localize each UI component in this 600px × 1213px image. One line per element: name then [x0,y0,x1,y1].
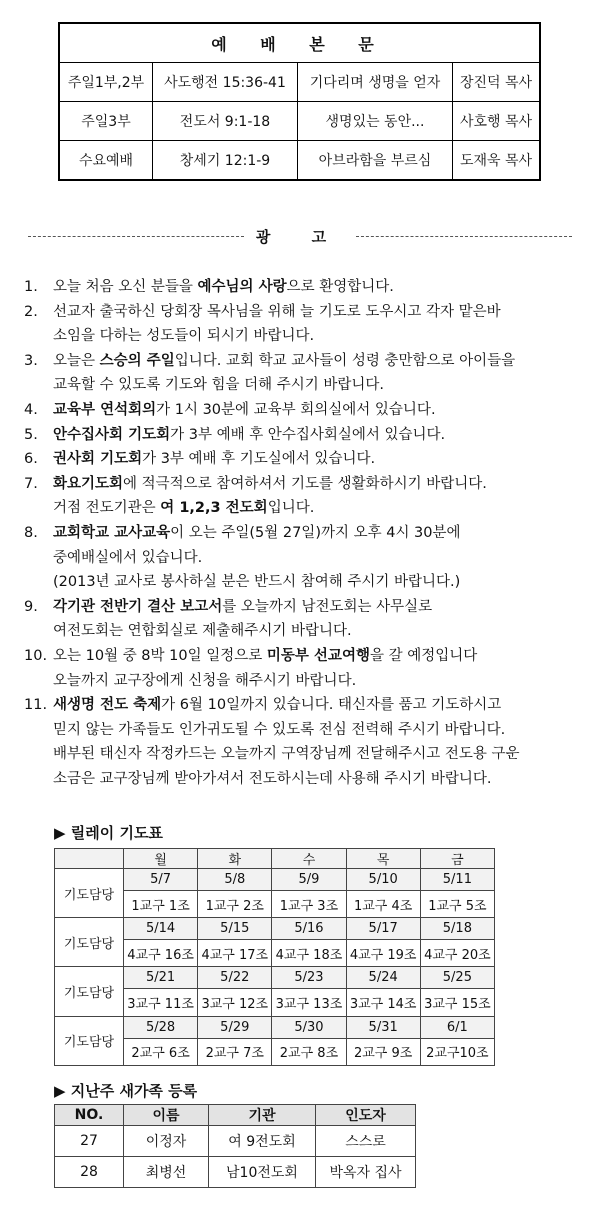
table-row [55,1016,495,1038]
prayer-side-label: 기도담당 [55,918,124,967]
notice-highlight: 각기관 전반기 결산 보고서 [53,598,223,615]
notice-segment: 가 6월 10일까지 있습니다. 태신자를 품고 기도하시고 [161,697,502,714]
notice-number: 10. [24,647,48,664]
notice-segment: 오늘까지 교구장에게 신청을 해주시기 바랍니다. [53,672,357,689]
group-cell: 3교구 11조 [124,989,198,1016]
day-header: 금 [420,849,494,869]
date-cell: 5/30 [272,1016,346,1038]
notice-text [53,427,445,443]
notice-segment: 가 1시 30분에 교육부 회의실에서 있습니다. [156,401,436,418]
notice-highlight: 화요기도회 [53,475,124,492]
day-header: 화 [198,849,272,869]
worship-service: 주일1부,2부 [59,63,153,102]
col-header-no: NO. [55,1105,124,1126]
ad-title: 광 고 [255,228,345,246]
table-row [55,1126,416,1157]
group-cell: 1교구 3조 [272,890,346,917]
notice-segment: 선교자 출국하신 당회장 목사님을 위해 늘 기도로 도우시고 각자 맡은바 [53,303,501,320]
notice-item [24,423,584,448]
notice-item [24,349,584,398]
date-cell: 5/25 [420,967,494,989]
group-cell: 3교구 13조 [272,989,346,1016]
notice-number: 3. [24,352,38,369]
notice-text [53,279,394,295]
worship-sermon: 기다리며 생명을 얻자 [298,63,453,102]
table-row [59,102,540,141]
group-cell: 3교구 15조 [420,989,494,1016]
day-header: 목 [346,849,420,869]
notice-item [24,693,584,791]
table-row [59,141,540,181]
table-header-row [55,1105,416,1126]
notice-number: 4. [24,401,38,418]
ad-header [28,226,572,246]
date-cell: 5/21 [124,967,198,989]
notice-highlight: 안수집사회 기도회 [53,426,171,443]
notice-item [24,300,584,349]
worship-table [58,22,541,181]
group-cell: 3교구 12조 [198,989,272,1016]
notice-item [24,595,584,644]
notice-item [24,521,584,595]
relay-title: ▶ 릴레이 기도표 [54,824,163,842]
date-cell: 5/10 [346,869,420,891]
notice-number: 7. [24,475,38,492]
notice-segment: 입니다. [267,500,315,517]
col-header-org: 기관 [209,1105,316,1126]
prayer-side-label: 기도담당 [55,967,124,1016]
date-cell: 5/9 [272,869,346,891]
notice-highlight: 권사회 기도회 [53,451,143,468]
table-row [59,63,540,102]
notice-item [24,275,584,300]
notice-segment: 거점 전도기관은 [53,500,161,517]
notice-highlight: 교회학교 교사교육 [53,524,171,541]
relay-prayer-table [54,848,495,1066]
notice-segment: 중예배실에서 있습니다. [53,549,203,566]
notice-segment: 입니다. 교회 학교 교사들이 성령 충만함으로 아이들을 [174,352,516,369]
table-header-row [55,849,495,869]
worship-service: 수요예배 [59,141,153,181]
notice-segment: (2013년 교사로 봉사하실 분은 반드시 참여해 주시기 바랍니다.) [53,574,461,591]
notice-text [53,525,461,590]
family-no: 28 [55,1157,124,1188]
worship-sermon: 생명있는 동안... [298,102,453,141]
notice-segment: 을 갈 예정입니다 [369,647,478,664]
notice-text [53,648,477,689]
divider [356,236,572,237]
notice-number: 8. [24,524,38,541]
notice-segment: 가 3부 예배 후 안수집사회실에서 있습니다. [170,426,446,443]
notice-text [53,353,515,394]
family-org: 여 9전도회 [209,1126,316,1157]
day-header: 수 [272,849,346,869]
notice-item [24,398,584,423]
family-guide: 박옥자 집사 [316,1157,416,1188]
notice-segment: 오늘은 [53,352,100,369]
col-header-guide: 인도자 [316,1105,416,1126]
prayer-side-label: 기도담당 [55,869,124,918]
group-cell: 4교구 18조 [272,940,346,967]
notice-number: 6. [24,451,38,468]
notice-text [53,402,436,418]
table-row [55,967,495,989]
group-cell: 1교구 5조 [420,890,494,917]
family-name: 최병선 [124,1157,209,1188]
table-row [55,918,495,940]
notice-text [53,599,432,640]
family-title: ▶ 지난주 새가족 등록 [54,1082,198,1100]
group-cell: 2교구 7조 [198,1038,272,1065]
worship-sermon: 아브라함을 부르심 [298,141,453,181]
col-header-name: 이름 [124,1105,209,1126]
notice-highlight: 새생명 전도 축제 [53,697,162,714]
notice-item [24,644,584,693]
notice-text [53,697,519,787]
notice-highlight: 예수님의 사랑 [197,279,287,295]
notice-item [24,472,584,521]
date-cell: 5/22 [198,967,272,989]
notice-text [53,451,375,467]
notice-list [24,275,584,791]
notice-segment: 배부된 태신자 작정카드는 오늘까지 구역장님께 전달해주시고 전도용 구운 [53,746,520,763]
notice-highlight: 여 1,2,3 전도회 [160,500,268,517]
notice-item [24,447,584,472]
group-cell: 1교구 2조 [198,890,272,917]
corner-cell [55,849,124,869]
date-cell: 6/1 [420,1016,494,1038]
worship-passage: 사도행전 15:36-41 [153,63,298,102]
worship-passage: 창세기 12:1-9 [153,141,298,181]
date-cell: 5/16 [272,918,346,940]
notice-segment: 가 3부 예배 후 기도실에서 있습니다. [142,451,376,468]
date-cell: 5/29 [198,1016,272,1038]
notice-number: 1. [24,279,38,295]
notice-text [53,476,487,517]
date-cell: 5/18 [420,918,494,940]
table-row [55,869,495,891]
worship-preacher: 장진덕 목사 [453,63,541,102]
divider [28,236,244,237]
date-cell: 5/28 [124,1016,198,1038]
family-name: 이정자 [124,1126,209,1157]
family-guide: 스스로 [316,1126,416,1157]
notice-number: 9. [24,598,38,615]
worship-preacher: 도재욱 목사 [453,141,541,181]
new-family-table [54,1104,416,1188]
notice-highlight: 스승의 주일 [99,352,175,369]
notice-text [53,304,501,345]
group-cell: 4교구 16조 [124,940,198,967]
worship-passage: 전도서 9:1-18 [153,102,298,141]
worship-title: 예 배 본 문 [59,23,540,63]
date-cell: 5/23 [272,967,346,989]
table-row [55,1157,416,1188]
notice-number: 2. [24,303,38,320]
group-cell: 2교구 9조 [346,1038,420,1065]
notice-segment: 소임을 다하는 성도들이 되시기 바랍니다. [53,328,315,345]
group-cell: 2교구 8조 [272,1038,346,1065]
family-org: 남10전도회 [209,1157,316,1188]
notice-segment: 여전도회는 연합회실로 제출해주시기 바랍니다. [53,623,352,640]
worship-preacher: 사호행 목사 [453,102,541,141]
notice-segment: 오는 10월 중 8박 10일 일정으로 [53,647,267,664]
group-cell: 1교구 4조 [346,890,420,917]
date-cell: 5/17 [346,918,420,940]
notice-segment: 교육할 수 있도록 기도와 힘을 더해 주시기 바랍니다. [53,377,385,394]
notice-highlight: 미동부 선교여행 [266,647,370,664]
notice-number: 11. [24,697,48,714]
notice-segment: 오늘 처음 오신 분들을 [53,279,198,295]
date-cell: 5/15 [198,918,272,940]
date-cell: 5/11 [420,869,494,891]
group-cell: 1교구 1조 [124,890,198,917]
prayer-side-label: 기도담당 [55,1016,124,1065]
notice-segment: 이 오는 주일(5월 27일)까지 오후 4시 30분에 [170,524,461,541]
notice-segment: 소금은 교구장님께 받아가셔서 전도하시는데 사용해 주시기 바랍니다. [53,770,492,787]
date-cell: 5/8 [198,869,272,891]
notice-segment: 를 오늘까지 남전도회는 사무실로 [222,598,433,615]
notice-segment: 으로 환영합니다. [286,279,394,295]
notice-highlight: 교육부 연석회의 [53,401,157,418]
date-cell: 5/14 [124,918,198,940]
worship-service: 주일3부 [59,102,153,141]
group-cell: 3교구 14조 [346,989,420,1016]
notice-segment: 믿지 않는 가족들도 인가귀도될 수 있도록 전심 전력해 주시기 바랍니다. [53,721,506,738]
group-cell: 4교구 20조 [420,940,494,967]
group-cell: 2교구 6조 [124,1038,198,1065]
date-cell: 5/24 [346,967,420,989]
date-cell: 5/7 [124,869,198,891]
date-cell: 5/31 [346,1016,420,1038]
notice-number: 5. [24,426,38,443]
group-cell: 2교구10조 [420,1038,494,1065]
family-no: 27 [55,1126,124,1157]
group-cell: 4교구 19조 [346,940,420,967]
day-header: 월 [124,849,198,869]
group-cell: 4교구 17조 [198,940,272,967]
notice-segment: 에 적극적으로 참여하셔서 기도를 생활화하시기 바랍니다. [123,475,487,492]
